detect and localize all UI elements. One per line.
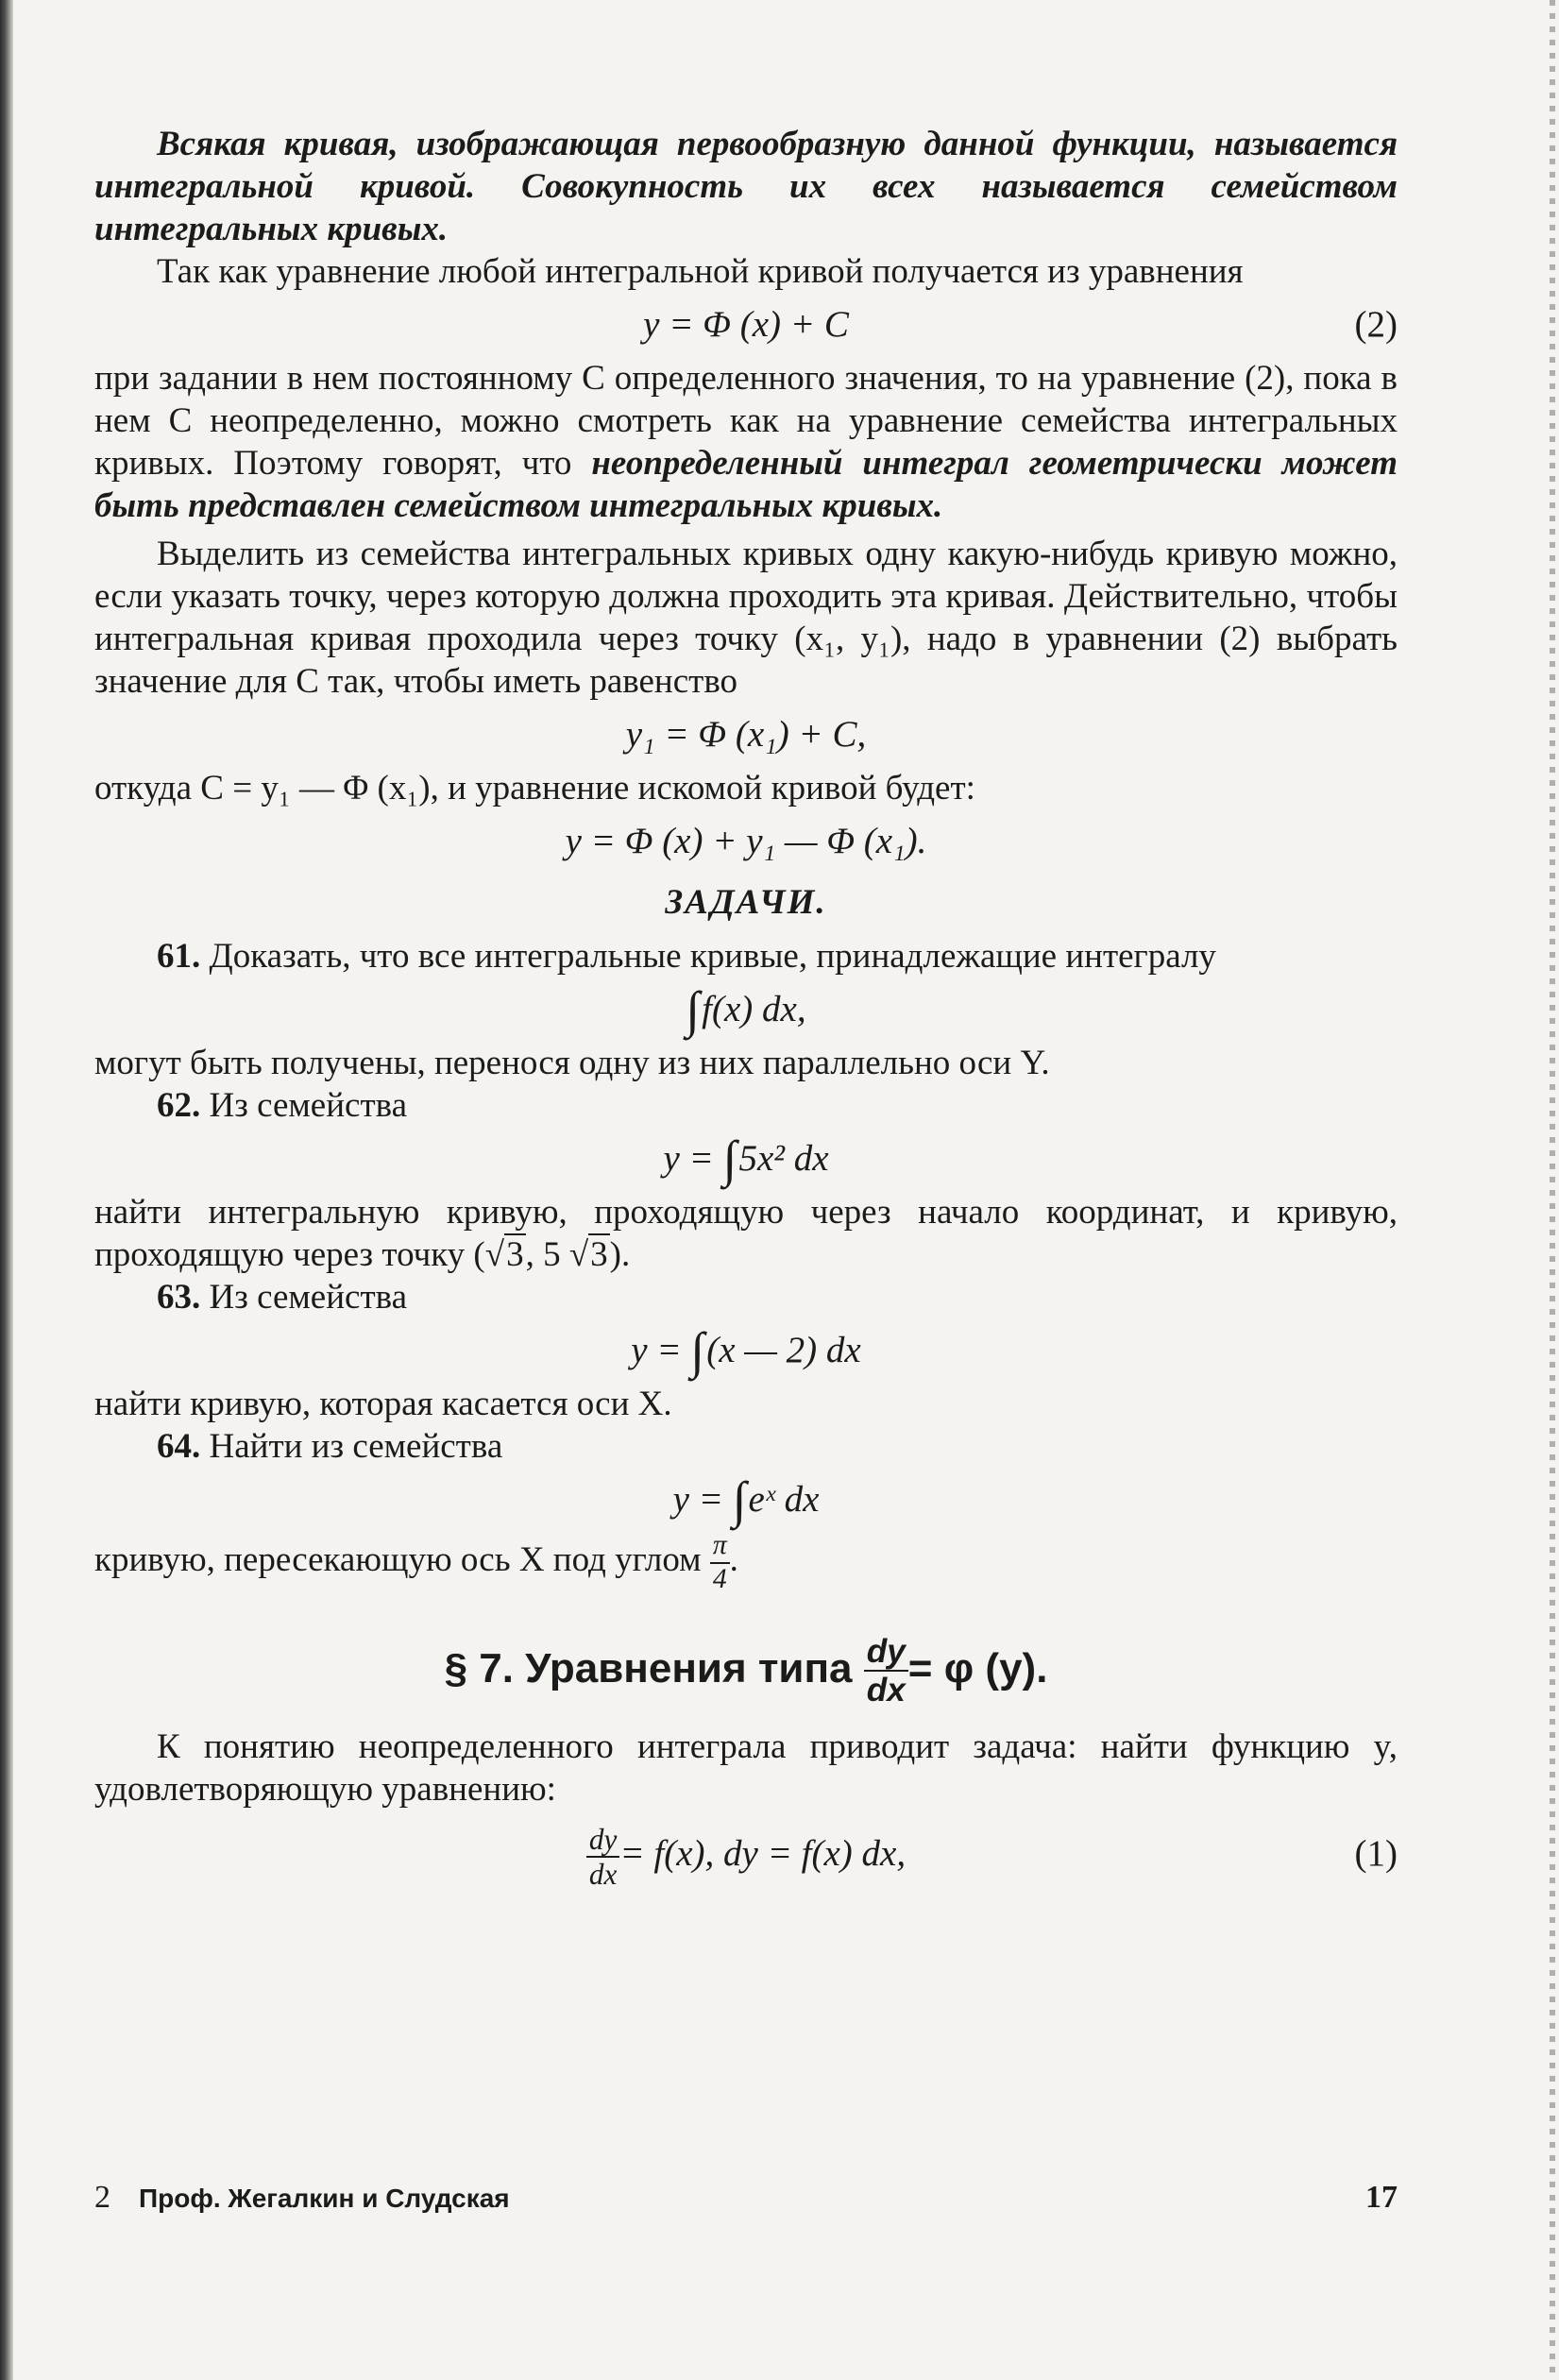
section-heading-label: § 7. Уравнения типа bbox=[444, 1645, 853, 1692]
problem-63-equation bbox=[94, 1324, 1398, 1377]
problem-62-number: 62. bbox=[157, 1086, 201, 1125]
problem-63-integrand: (x — 2) dx bbox=[706, 1330, 861, 1370]
equation-1-fraction-numerator: dy bbox=[586, 1825, 619, 1858]
footer-author: Проф. Жегалкин и Слудская bbox=[139, 2184, 510, 2213]
sqrt-1: √3 bbox=[484, 1235, 524, 1274]
section-heading-rhs: = φ (y). bbox=[907, 1645, 1048, 1692]
sqrt-1-radicand: 3 bbox=[506, 1235, 524, 1274]
problem-62 bbox=[94, 1084, 1398, 1127]
integral-sign: ∫ bbox=[686, 981, 701, 1038]
section-fraction bbox=[864, 1635, 908, 1707]
integral-sign: ∫ bbox=[690, 1322, 705, 1379]
problem-61-number: 61. bbox=[157, 937, 201, 976]
problem-64 bbox=[94, 1425, 1398, 1468]
paragraph-family-text: при задании в нем постоянному C определенного значения, то на уравнение (2), пока в нем C неопределенно, можно смотреть как на уравнение семейства интегральных кривых. Поэтому говорят, что bbox=[94, 359, 1398, 483]
problem-61 bbox=[94, 935, 1398, 978]
equation-1-number: (1) bbox=[1354, 1833, 1398, 1875]
angle-fraction-denominator: 4 bbox=[712, 1563, 727, 1594]
paragraph-select-curve: Выделить из семейства интегральных кривых одну какую-нибудь кривую можно, если указать точку, через которую должна проходить эта кривая. Действительно, чтобы интегральная кривая проходила через точку (x₁, y₁), надо в уравнении (2) выбрать значение для C так, чтобы иметь равенство bbox=[94, 535, 1398, 701]
sqrt-2: √3 bbox=[568, 1235, 608, 1274]
problem-62-conclusion-text: найти интегральную кривую, проходящую через начало координат, и кривую, проходящую через точку ( bbox=[94, 1193, 1398, 1274]
problem-61-conclusion: могут быть получены, перенося одну из них параллельно оси Y. bbox=[94, 1044, 1050, 1082]
problem-63 bbox=[94, 1276, 1398, 1318]
equation-2-body: y = Φ (x) + C bbox=[643, 304, 849, 345]
problem-64-equation bbox=[94, 1473, 1398, 1526]
section-fraction-denominator: dx bbox=[866, 1672, 906, 1709]
problem-64-conclusion bbox=[94, 1532, 1398, 1593]
paragraph-equation-intro: Так как уравнение любой интегральной кривой получается из уравнения bbox=[157, 252, 1244, 291]
problem-63-number: 63. bbox=[157, 1278, 201, 1317]
problem-64-text: Найти из семейства bbox=[209, 1427, 503, 1466]
problem-61-text: Доказать, что все интегральные кривые, принадлежащие интегралу bbox=[209, 937, 1216, 976]
problem-64-number: 64. bbox=[157, 1427, 201, 1466]
equation-1-fraction-denominator: dx bbox=[588, 1858, 618, 1892]
problem-62-equation bbox=[94, 1132, 1398, 1185]
problem-62-text: Из семейства bbox=[209, 1086, 408, 1125]
problem-63-lhs: y = bbox=[631, 1330, 682, 1370]
problem-62-mid: , 5 bbox=[525, 1235, 561, 1274]
problem-64-integrand: eˣ dx bbox=[748, 1479, 820, 1520]
problem-61-equation bbox=[94, 983, 1398, 1036]
tasks-heading: ЗАДАЧИ. bbox=[665, 883, 827, 922]
equation-1-rest: = f(x), dy = f(x) dx, bbox=[619, 1833, 907, 1875]
page-body bbox=[94, 123, 1398, 1894]
problem-62-lhs: y = bbox=[663, 1138, 714, 1179]
section-intro: К понятию неопределенного интеграла приводит задача: найти функцию y, удовлетворяющую уравнению: bbox=[94, 1727, 1398, 1810]
equation-2-number: (2) bbox=[1354, 304, 1398, 345]
paragraph-whence: откуда C = y₁ — Φ (x₁), и уравнение искомой кривой будет: bbox=[94, 769, 975, 808]
problem-64-dot: . bbox=[729, 1540, 738, 1580]
problem-63-conclusion: найти кривую, которая касается оси X. bbox=[94, 1385, 672, 1423]
signature-mark: 2 bbox=[94, 2180, 110, 2215]
problem-62-conclusion bbox=[94, 1191, 1398, 1276]
angle-fraction-numerator: π bbox=[710, 1532, 730, 1564]
sqrt-2-radicand: 3 bbox=[590, 1235, 608, 1274]
integral-sign: ∫ bbox=[722, 1130, 737, 1187]
problem-64-conclusion-text: кривую, пересекающую ось X под углом bbox=[94, 1540, 702, 1580]
scan-edge-right bbox=[1550, 0, 1555, 2380]
paragraph-family bbox=[94, 357, 1398, 527]
definition-paragraph: Всякая кривая, изображающая первообразную данной функции, называется интегральной кривой. Совокупность их всех называется семейством интегральных кривых. bbox=[94, 125, 1398, 248]
page-number: 17 bbox=[1365, 2180, 1398, 2215]
section-fraction-numerator: dy bbox=[864, 1635, 908, 1672]
problem-64-lhs: y = bbox=[672, 1479, 723, 1520]
angle-fraction bbox=[710, 1532, 730, 1593]
equation-1-fraction bbox=[586, 1823, 619, 1892]
section-heading bbox=[94, 1633, 1398, 1709]
problem-63-text: Из семейства bbox=[209, 1278, 408, 1317]
page-footer bbox=[94, 2177, 1398, 2218]
equation-curve: y = Φ (x) + y₁ — Φ (x₁). bbox=[565, 821, 927, 861]
scan-edge-left bbox=[0, 0, 13, 2380]
equation-1 bbox=[94, 1820, 1398, 1892]
equation-2 bbox=[94, 298, 1398, 351]
paragraph-family-emphasis: неопределенный интеграл геометрически может быть представлен семейством интегральных кривых. bbox=[94, 444, 1398, 525]
problem-61-integrand: f(x) dx, bbox=[702, 989, 806, 1029]
problem-62-end: ). bbox=[609, 1235, 631, 1274]
integral-sign: ∫ bbox=[732, 1471, 747, 1528]
equation-y1: y₁ = Φ (x₁) + C, bbox=[625, 714, 867, 755]
problem-62-integrand: 5x² dx bbox=[738, 1138, 829, 1179]
